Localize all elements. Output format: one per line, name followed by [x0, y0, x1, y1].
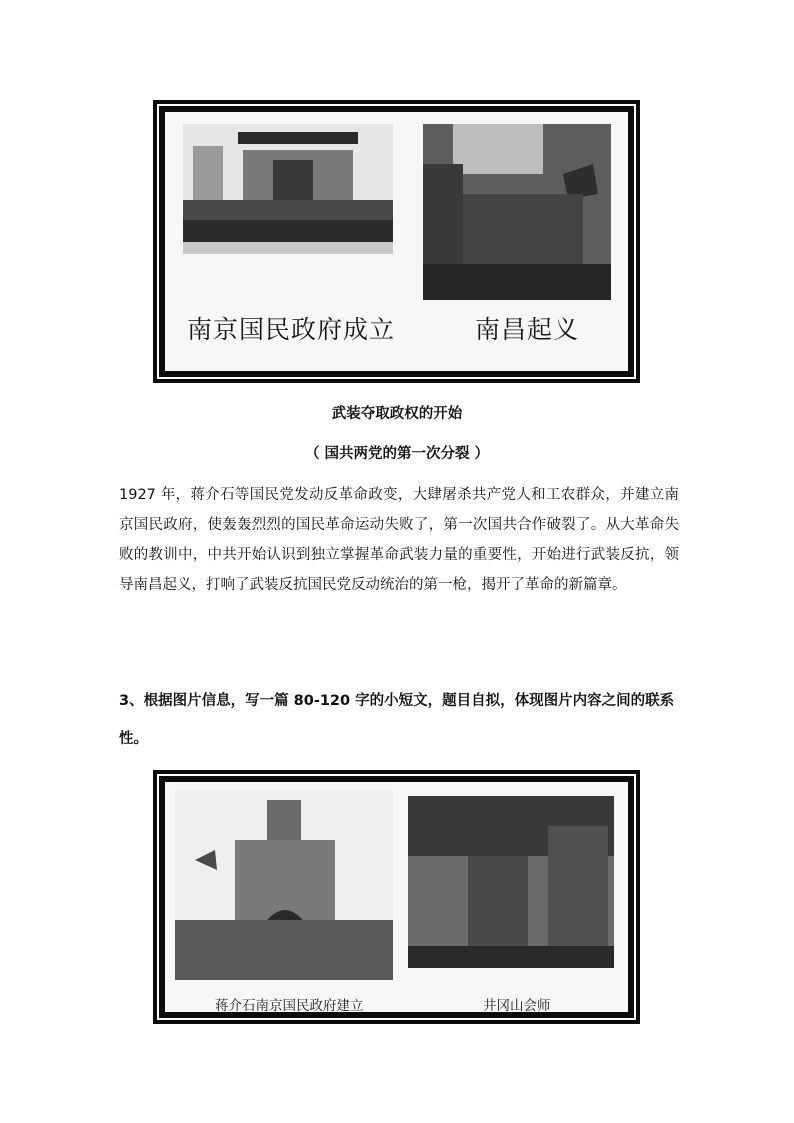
figure-2-panel — [165, 782, 628, 1012]
figure-1-panel — [165, 112, 628, 371]
jinggangshan-painting — [408, 796, 614, 968]
figure-1-frame — [153, 100, 640, 383]
nanjing-government-photo — [183, 124, 393, 254]
section-subtitle: （ 国共两党的第一次分裂 ） — [304, 446, 490, 462]
figure-2-left-caption: 蒋介石南京国民政府建立 — [215, 998, 364, 1012]
figure-1-left-caption: 南京国民政府成立 — [187, 315, 396, 344]
question-3: 3、根据图片信息，写一篇 80-120 字的小短文，题目自拟，体现图片内容之间的联系性。 — [119, 693, 675, 747]
nanjing-gate-photo — [175, 790, 393, 980]
figure-2-frame — [153, 770, 640, 1024]
figure-1-right-caption: 南昌起义 — [475, 315, 580, 344]
section-title: 武装夺取政权的开始 — [331, 406, 463, 422]
history-paragraph: 1927 年，蒋介石等国民党发动反革命政变，大肆屠杀共产党人和工农群众，并建立南京国民政府，使轰轰烈烈的国民革命运动失败了，第一次国共合作破裂了。从大革命失败的教训中，中共开始认识到独立掌握革命武装力量的重要性，开始进行武装反抗，领导南昌起义，打响了武装反抗国民党反动统治的第一枪，揭开了革命的新篇章。 — [119, 487, 679, 593]
nanchang-uprising-painting — [423, 124, 611, 300]
figure-2-right-caption: 井冈山会师 — [483, 998, 551, 1012]
